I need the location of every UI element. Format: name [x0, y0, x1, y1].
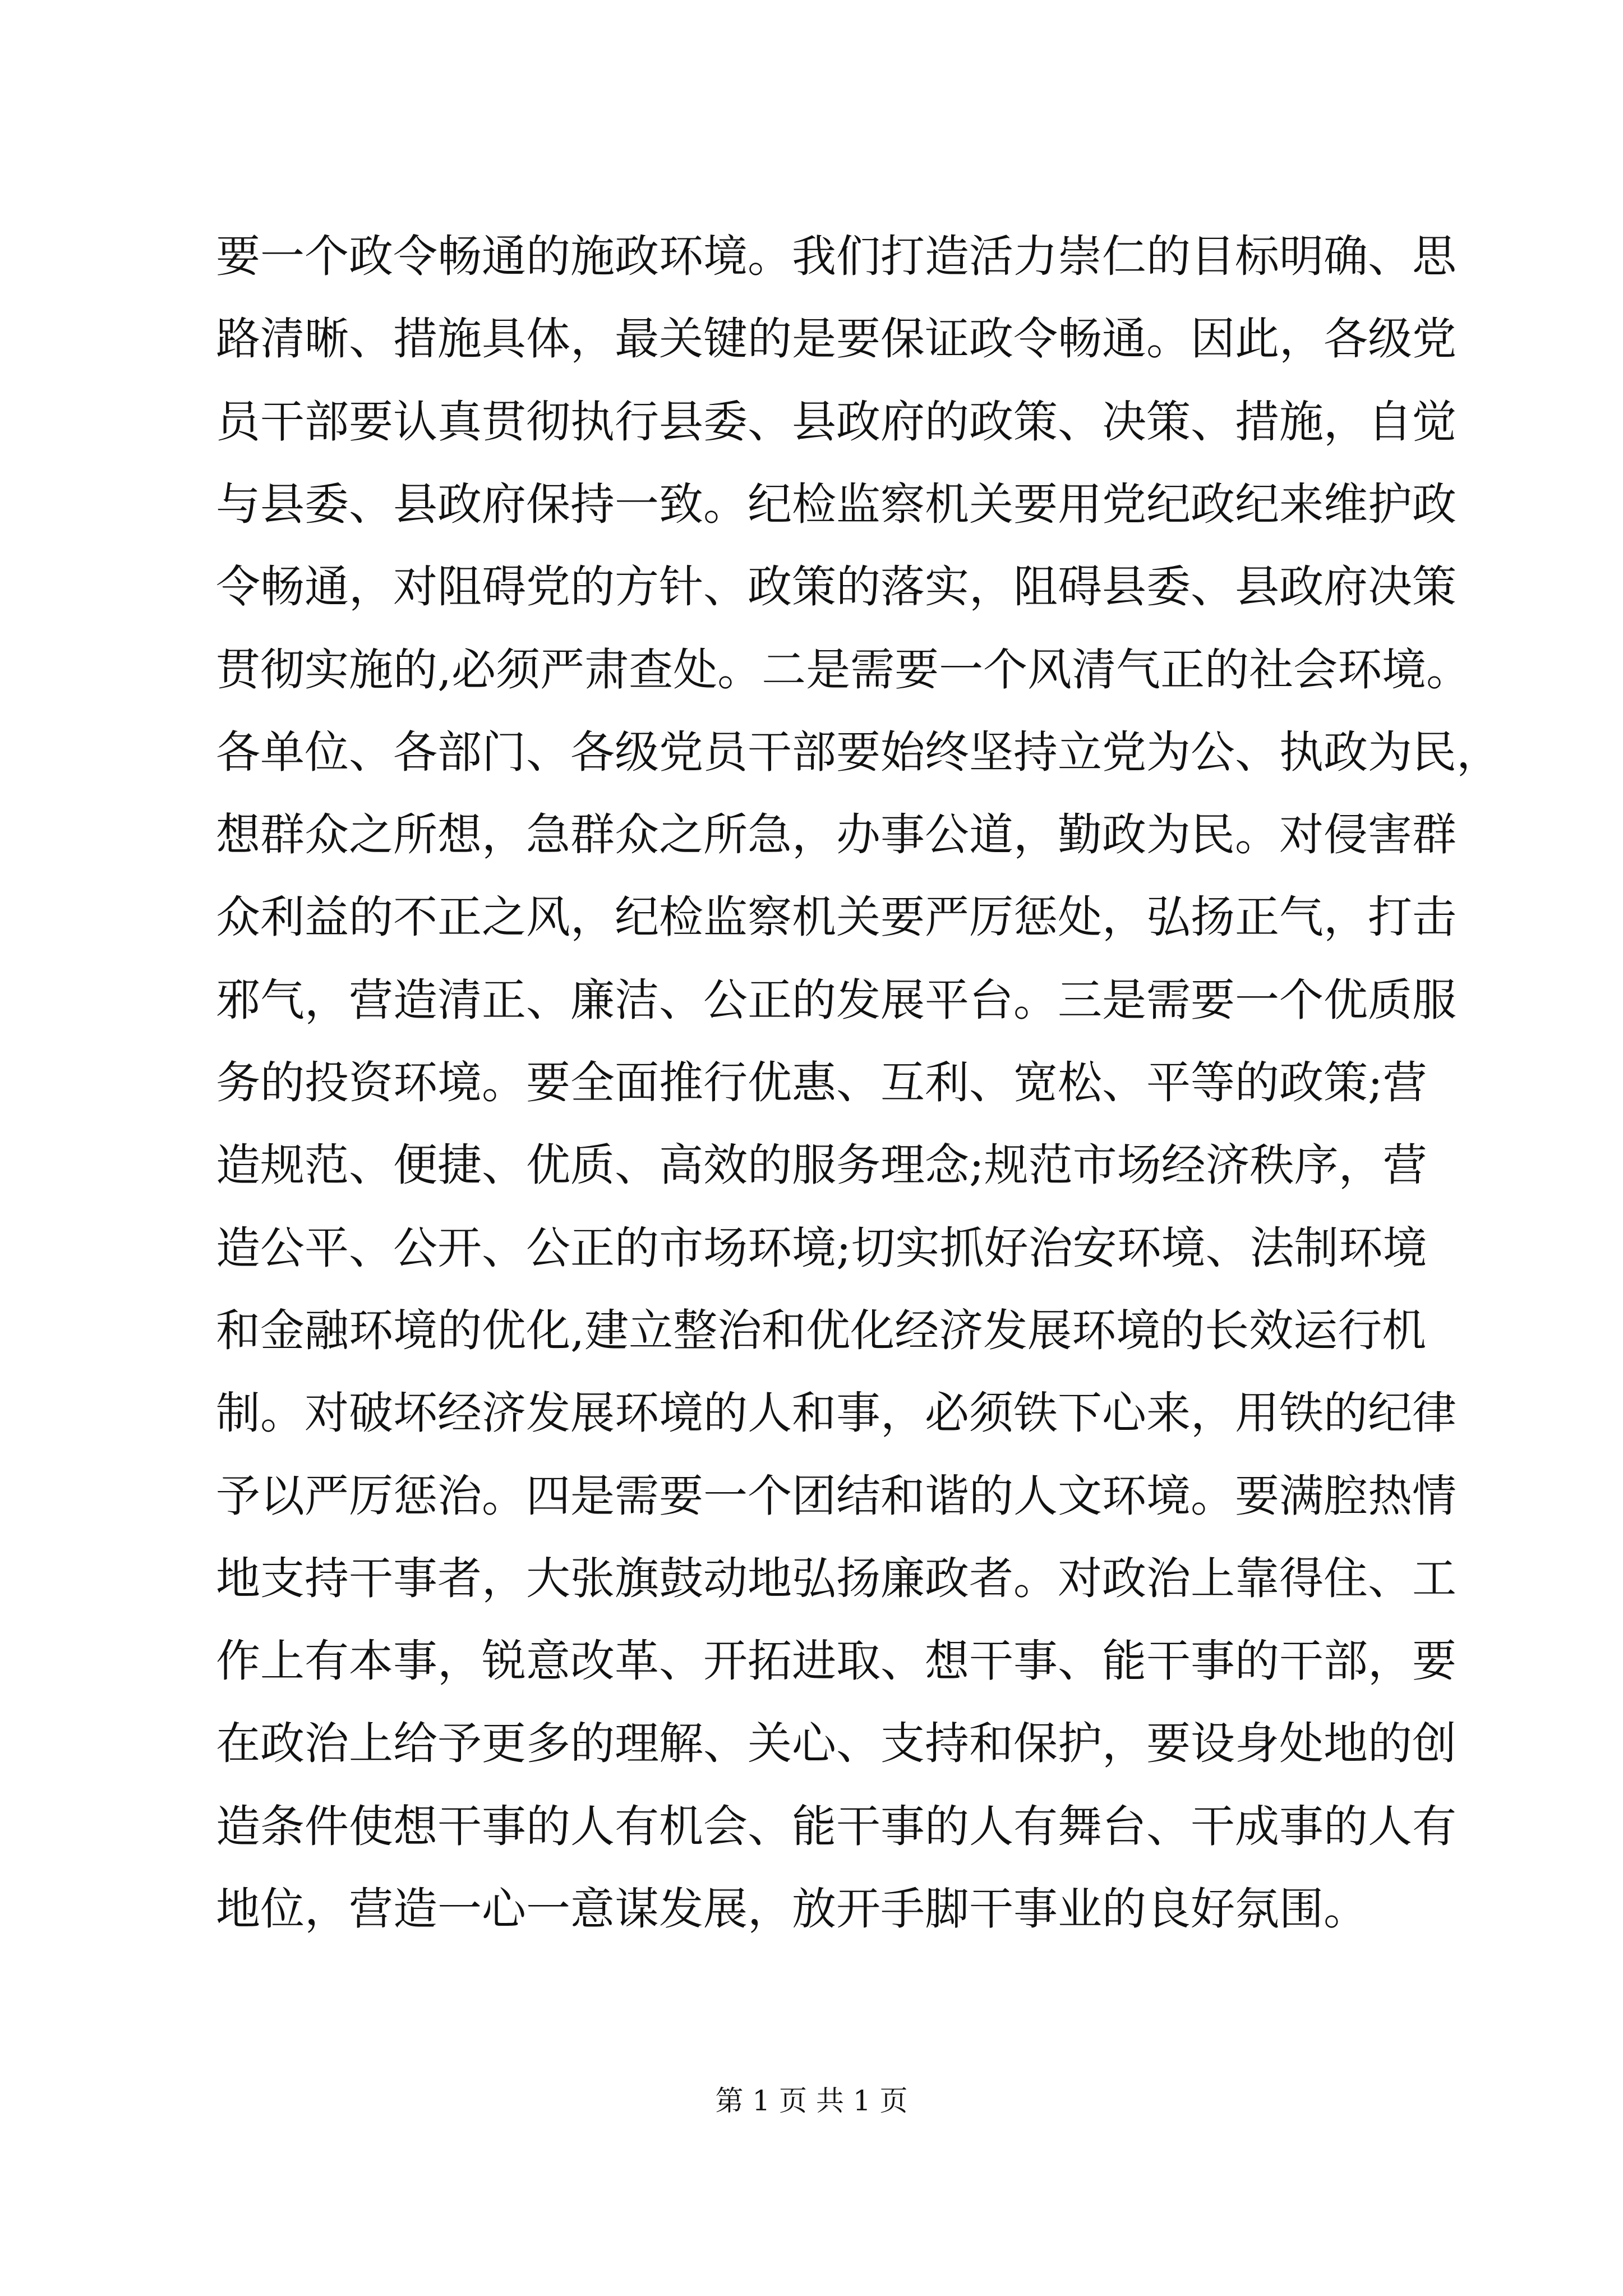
text-line: 与县委、县政府保持一致。纪检监察机关要用党纪政纪来维护政	[216, 478, 1456, 530]
text-line: 地位，营造一心一意谋发展，放开手脚干事业的良好氛围。	[216, 1883, 1368, 1935]
text-line: 路清晰、措施具体，最关键的是要保证政令畅通。因此，各级党	[216, 313, 1456, 365]
text-line: 地支持干事者，大张旗鼓动地弘扬廉政者。对政治上靠得住、工	[216, 1553, 1456, 1604]
text-line: 员干部要认真贯彻执行县委、县政府的政策、决策、措施，自觉	[216, 396, 1456, 448]
text-line: 作上有本事，锐意改革、开拓进取、想干事、能干事的干部，要	[216, 1635, 1456, 1687]
page-number-footer: 第 1 页 共 1 页	[715, 2085, 908, 2117]
text-line: 造规范、便捷、优质、高效的服务理念;规范市场经济秩序，营	[216, 1139, 1427, 1191]
text-line: 和金融环境的优化,建立整治和优化经济发展环境的长效运行机	[216, 1305, 1427, 1356]
text-line: 贯彻实施的,必须严肃查处。二是需要一个风清气正的社会环境。	[216, 644, 1471, 696]
text-line: 务的投资环境。要全面推行优惠、互利、宽松、平等的政策;营	[216, 1057, 1427, 1108]
text-line: 想群众之所想，急群众之所急，办事公道，勤政为民。对侵害群	[216, 809, 1456, 861]
text-line: 令畅通，对阻碍党的方针、政策的落实，阻碍县委、县政府决策	[216, 561, 1456, 613]
text-line: 在政治上给予更多的理解、关心、支持和保护，要设身处地的创	[216, 1718, 1456, 1769]
text-line: 各单位、各部门、各级党员干部要始终坚持立党为公、执政为民，	[216, 726, 1501, 778]
text-line: 邪气，营造清正、廉洁、公正的发展平台。三是需要一个优质服	[216, 974, 1456, 1026]
text-line: 制。对破坏经济发展环境的人和事，必须铁下心来，用铁的纪律	[216, 1387, 1456, 1439]
text-line: 众利益的不正之风，纪检监察机关要严厉惩处，弘扬正气，打击	[216, 891, 1456, 943]
text-line: 造公平、公开、公正的市场环境;切实抓好治安环境、法制环境	[216, 1222, 1427, 1274]
text-line: 要一个政令畅通的施政环境。我们打造活力崇仁的目标明确、思	[216, 231, 1456, 282]
text-line: 造条件使想干事的人有机会、能干事的人有舞台、干成事的人有	[216, 1801, 1456, 1852]
text-line: 予以严厉惩治。四是需要一个团结和谐的人文环境。要满腔热情	[216, 1470, 1456, 1522]
